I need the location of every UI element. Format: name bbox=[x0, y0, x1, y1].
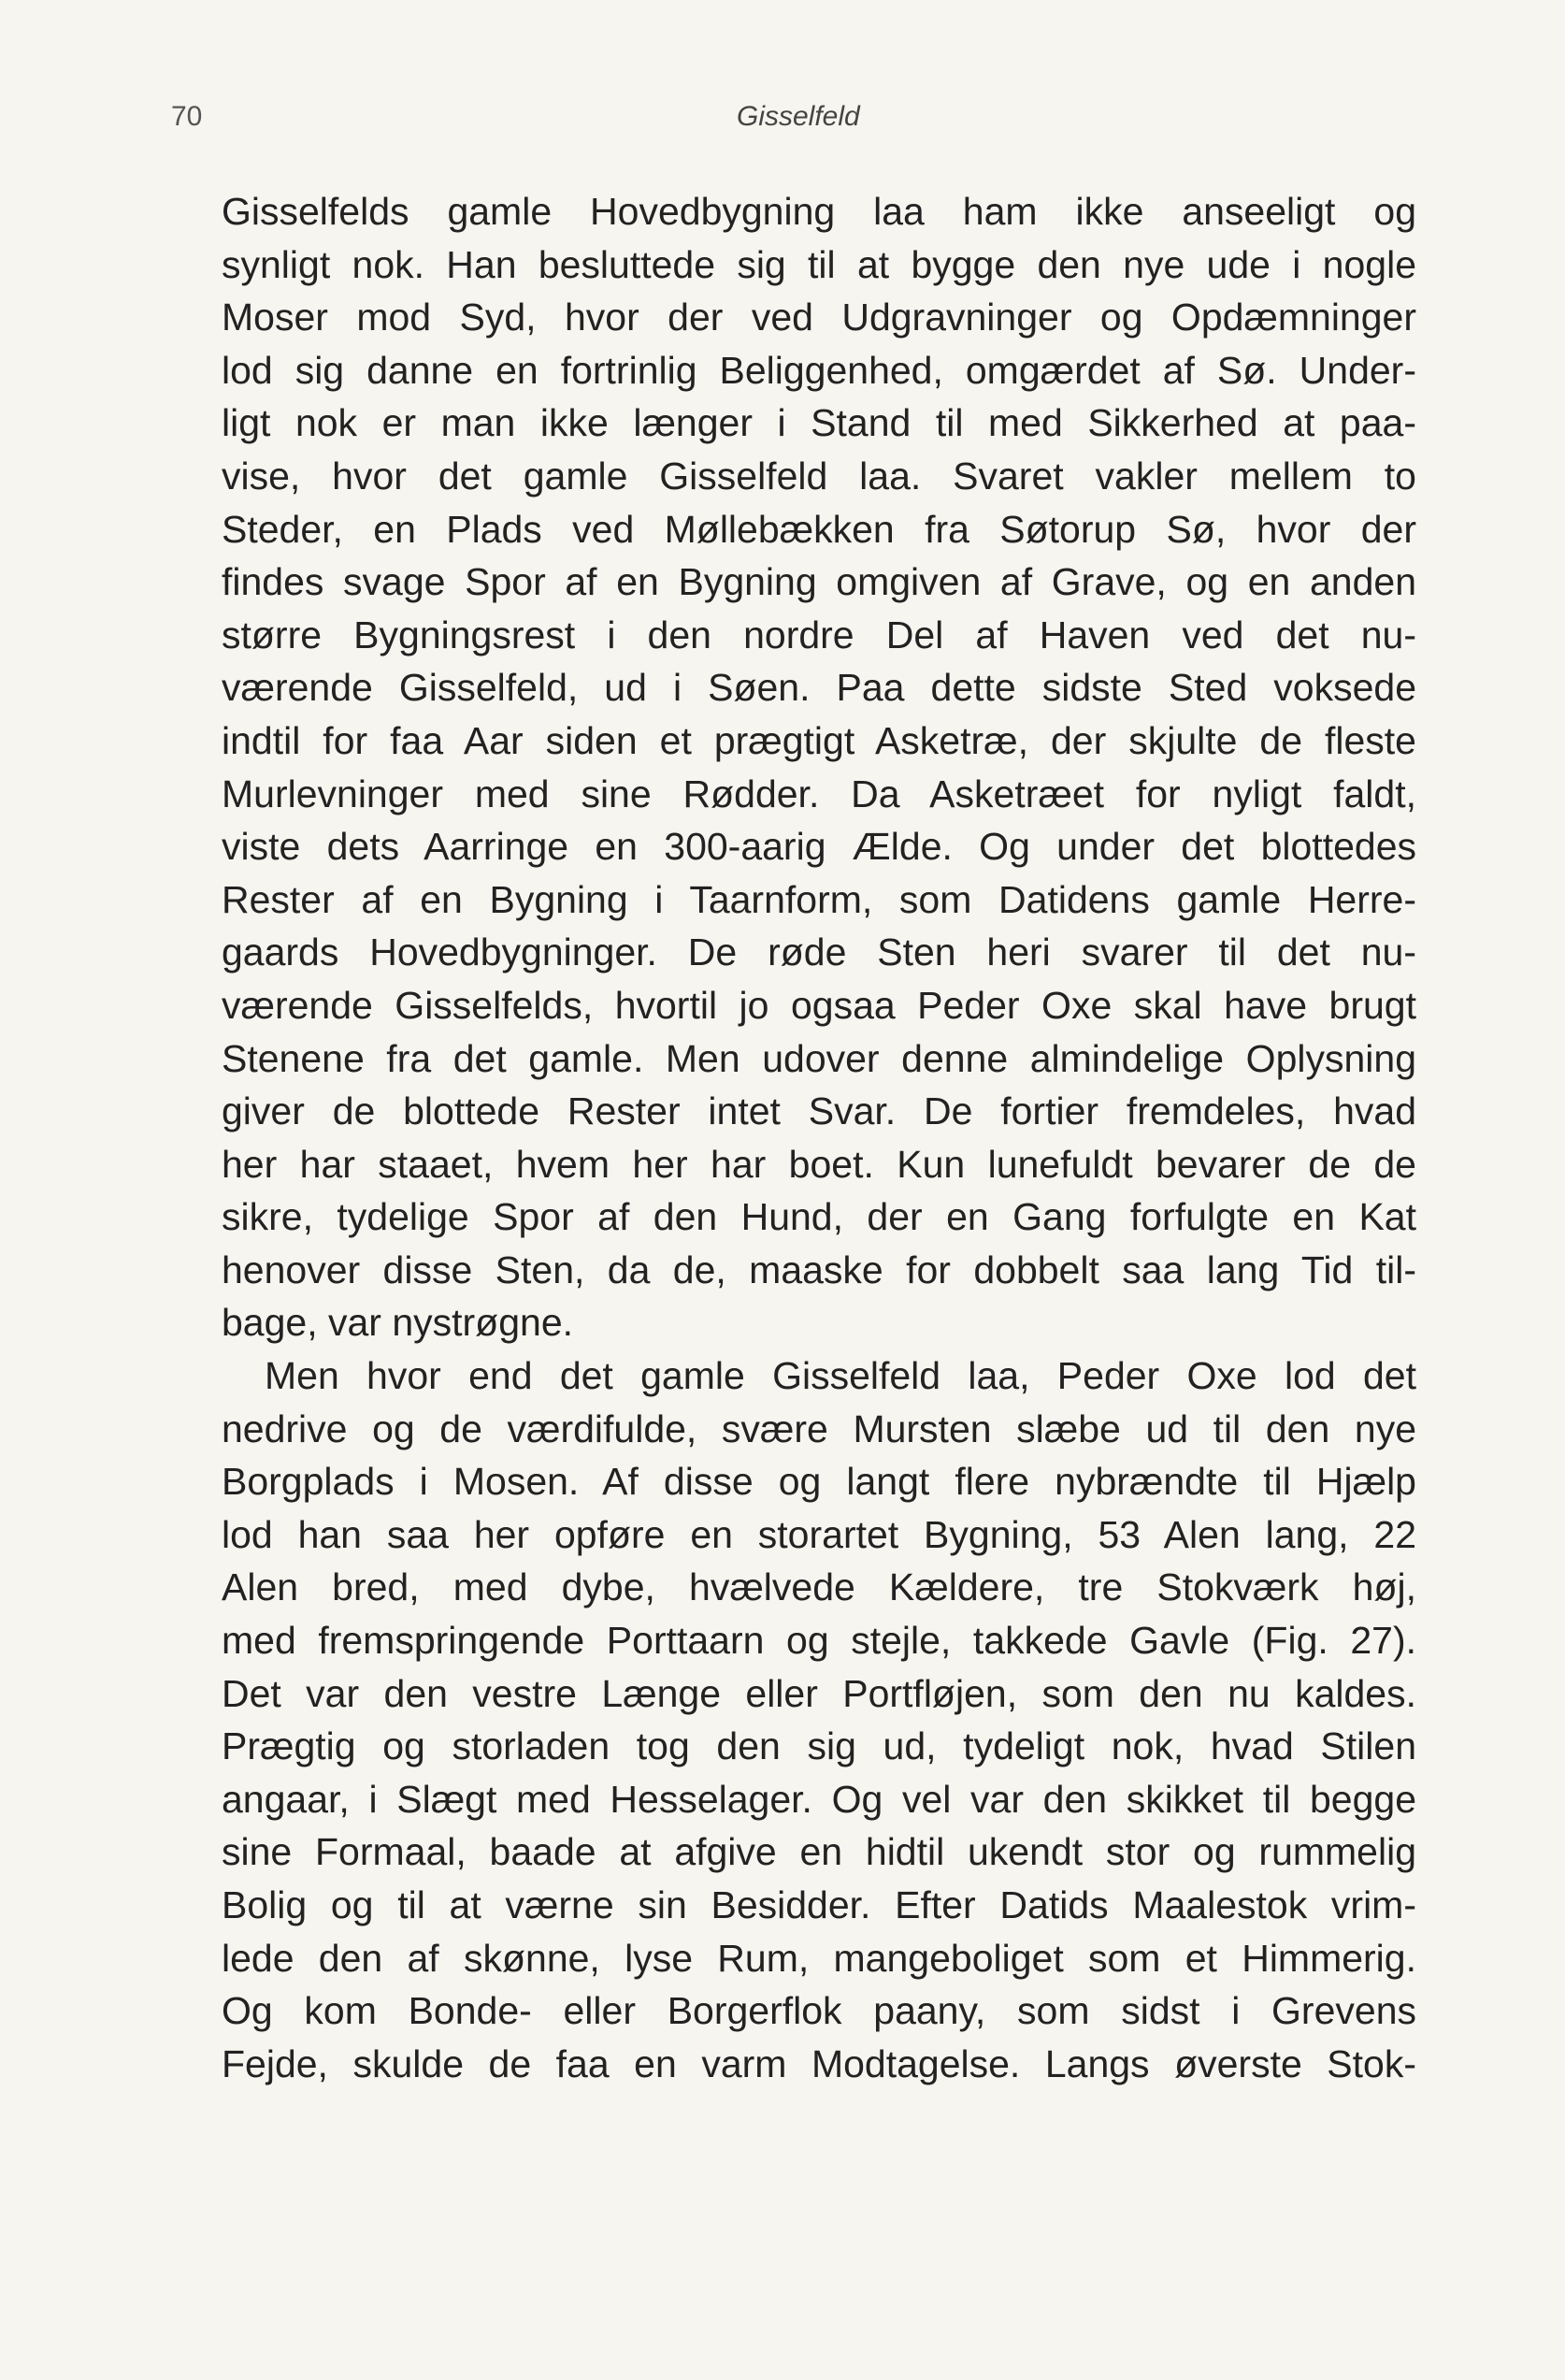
text-line: angaar, i Slægt med Hesselager. Og vel var den skikket til begge bbox=[222, 1777, 1416, 1821]
text-line: her har staaet, hvem her har boet. Kun lunefuldt bevarer de de bbox=[222, 1142, 1416, 1186]
text-line: vise, hvor det gamle Gisselfeld laa. Svaret vakler mellem to bbox=[222, 454, 1416, 498]
paragraph-start-line: Men hvor end det gamle Gisselfeld laa, Peder Oxe lod det bbox=[265, 1354, 1416, 1398]
text-line: Moser mod Syd, hvor der ved Udgravninger og Opdæmninger bbox=[222, 296, 1416, 339]
text-line: værende Gisselfeld, ud i Søen. Paa dette sidste Sted voksede bbox=[222, 666, 1416, 710]
body-text bbox=[222, 185, 1416, 2090]
text-line: lod sig danne en fortrinlig Beliggenhed, omgærdet af Sø. Under- bbox=[222, 348, 1416, 392]
text-line: gaards Hovedbygninger. De røde Sten heri svarer til det nu- bbox=[222, 930, 1416, 974]
text-line: viste dets Aarringe en 300-aarig Ælde. Og under det blottedes bbox=[222, 825, 1416, 869]
text-line: Alen bred, med dybe, hvælvede Kældere, tre Stokværk høj, bbox=[222, 1565, 1416, 1609]
paragraph-end-line: bage, var nystrøgne. bbox=[222, 1301, 574, 1345]
text-line: Stenene fra det gamle. Men udover denne almindelige Oplysning bbox=[222, 1036, 1416, 1080]
text-line: Rester af en Bygning i Taarnform, som Datidens gamle Herre- bbox=[222, 877, 1416, 921]
text-line: giver de blottede Rester intet Svar. De fortier fremdeles, hvad bbox=[222, 1089, 1416, 1133]
text-line: sine Formaal, baade at afgive en hidtil ukendt stor og rummelig bbox=[222, 1830, 1416, 1874]
text-line: med fremspringende Porttaarn og stejle, takkede Gavle (Fig. 27). bbox=[222, 1619, 1416, 1663]
text-line: Bolig og til at værne sin Besidder. Efter Datids Maalestok vrim- bbox=[222, 1883, 1416, 1926]
page-header bbox=[0, 101, 1565, 148]
text-line: Og kom Bonde- eller Borgerflok paany, som sidst i Grevens bbox=[222, 1989, 1416, 2033]
text-line: ligt nok er man ikke længer i Stand til med Sikkerhed at paa- bbox=[222, 401, 1416, 445]
text-line: Steder, en Plads ved Møllebækken fra Søtorup Sø, hvor der bbox=[222, 507, 1416, 551]
text-line: Borgplads i Mosen. Af disse og langt flere nybrændte til Hjælp bbox=[222, 1460, 1416, 1504]
text-line: nedrive og de værdifulde, svære Mursten slæbe ud til den nye bbox=[222, 1406, 1416, 1450]
text-line: lod han saa her opføre en storartet Bygning, 53 Alen lang, 22 bbox=[222, 1512, 1416, 1556]
text-line: værende Gisselfelds, hvortil jo ogsaa Peder Oxe skal have brugt bbox=[222, 983, 1416, 1027]
text-line: Det var den vestre Længe eller Portfløjen, som den nu kaldes. bbox=[222, 1671, 1416, 1715]
text-line: lede den af skønne, lyse Rum, mangeboliget som et Himmerig. bbox=[222, 1936, 1416, 1980]
text-line: Murlevninger med sine Rødder. Da Asketræet for nyligt faldt, bbox=[222, 772, 1416, 815]
text-line: større Bygningsrest i den nordre Del af Haven ved det nu- bbox=[222, 613, 1416, 656]
page-number: 70 bbox=[171, 101, 203, 132]
running-title: Gisselfeld bbox=[737, 101, 860, 132]
text-line: Prægtig og storladen tog den sig ud, tydeligt nok, hvad Stilen bbox=[222, 1724, 1416, 1768]
text-line: henover disse Sten, da de, maaske for dobbelt saa lang Tid til- bbox=[222, 1248, 1416, 1291]
text-line: Gisselfelds gamle Hovedbygning laa ham ikke anseeligt og bbox=[222, 190, 1416, 233]
text-line: indtil for faa Aar siden et prægtigt Asketræ, der skjulte de fleste bbox=[222, 718, 1416, 762]
text-line: findes svage Spor af en Bygning omgiven af Grave, og en anden bbox=[222, 560, 1416, 604]
text-line: Fejde, skulde de faa en varm Modtagelse. Langs øverste Stok- bbox=[222, 2041, 1416, 2085]
text-line: sikre, tydelige Spor af den Hund, der en Gang forfulgte en Kat bbox=[222, 1195, 1416, 1239]
text-line: synligt nok. Han besluttede sig til at bygge den nye ude i nogle bbox=[222, 242, 1416, 286]
